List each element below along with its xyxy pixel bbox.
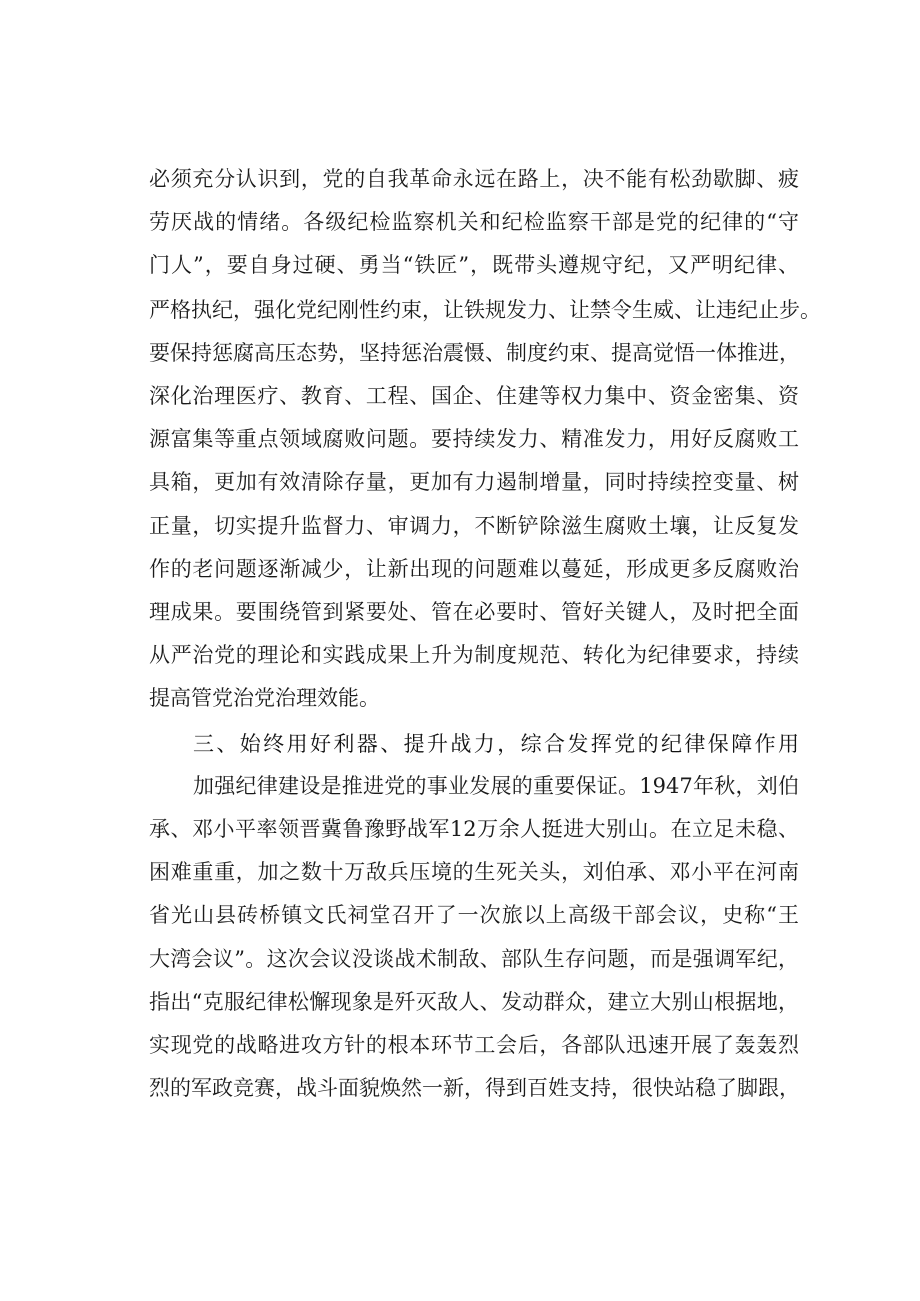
paragraph-1-line-1: 必须充分认识到，党的自我革命永远在路上，决不能有松劲歇脚、疲 [149,167,799,191]
paragraph-1-line-9: 正量，切实提升监督力、审调力，不断铲除滋生腐败土壤，让反复发 [149,514,799,538]
paragraph-2-line-2: 承、邓小平率领晋冀鲁豫野战军12万余人挺进大别山。在立足未稳、 [149,817,799,841]
paragraph-1-line-13: 提高管党治党治理效能。 [149,686,380,710]
paragraph-1-line-5: 要保持惩腐高压态势，坚持惩治震慑、制度约束、提高觉悟一体推进， [149,341,800,365]
paragraph-2-line-1: 加强纪律建设是推进党的事业发展的重要保证。1947年秋，刘伯 [193,774,799,798]
paragraph-1-line-10: 作的老问题逐渐减少，让新出现的问题难以蔓延，形成更多反腐败治 [149,557,799,581]
paragraph-2-line-8: 烈的军政竞赛，战斗面貌焕然一新，得到百姓支持，很快站稳了脚跟， [149,1076,800,1100]
paragraph-1-line-6: 深化治理医疗、教育、工程、国企、住建等权力集中、资金密集、资 [149,384,799,408]
paragraph-1-line-3: 门人”，要自身过硬、勇当“铁匠”，既带头遵规守纪，又严明纪律、 [149,253,799,277]
paragraph-2-line-3: 困难重重，加之数十万敌兵压境的生死关头，刘伯承、邓小平在河南 [149,860,799,884]
paragraph-2-line-5: 大湾会议”。这次会议没谈战术制敌、部队生存问题，而是强调军纪， [149,947,799,971]
paragraph-1-line-11: 理成果。要围绕管到紧要处、管在必要时、管好关键人，及时把全面 [149,600,799,624]
paragraph-1-line-8: 具箱，更加有效清除存量，更加有力遏制增量，同时持续控变量、树 [149,470,799,494]
paragraph-2-line-7: 实现党的战略进攻方针的根本环节工会后，各部队迅速开展了轰轰烈 [149,1033,799,1057]
paragraph-1-line-12: 从严治党的理论和实践成果上升为制度规范、转化为纪律要求，持续 [149,643,799,667]
paragraph-2-line-6: 指出“克服纪律松懈现象是歼灭敌人、发动群众，建立大别山根据地， [149,990,799,1014]
paragraph-1-line-7: 源富集等重点领域腐败问题。要持续发力、精准发力，用好反腐败工 [149,427,799,451]
paragraph-1-line-4: 严格执纪，强化党纪刚性约束，让铁规发力、让禁令生威、让违纪止步。 [149,298,821,322]
paragraph-1-line-2: 劳厌战的情绪。各级纪检监察机关和纪检监察干部是党的纪律的“守 [149,210,799,234]
paragraph-2-line-4: 省光山县砖桥镇文氏祠堂召开了一次旅以上高级干部会议，史称“王 [149,903,799,927]
section-heading: 三、始终用好利器、提升战力，综合发挥党的纪律保障作用 [193,732,799,756]
